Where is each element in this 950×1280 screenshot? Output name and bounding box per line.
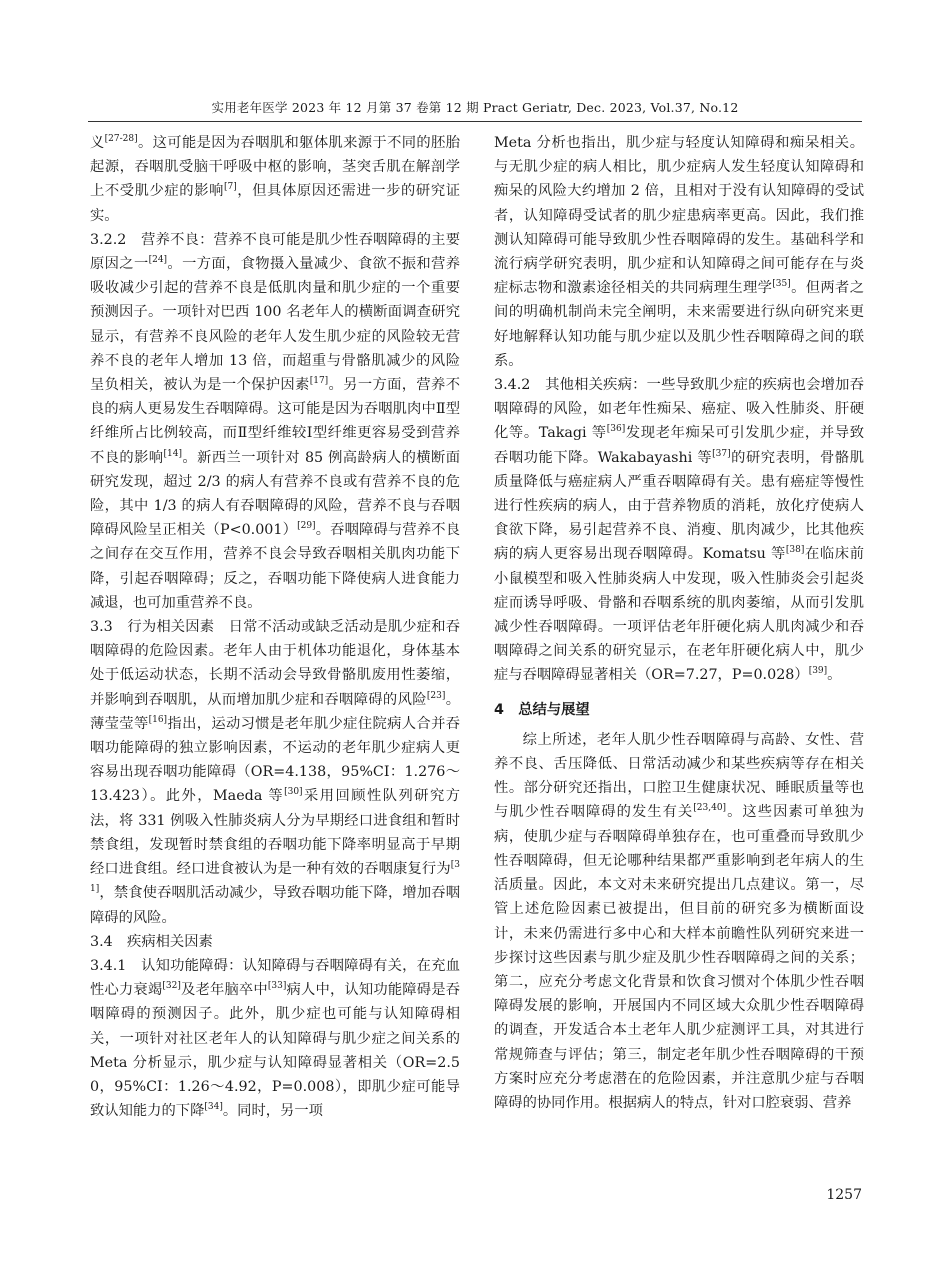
paragraph-summary: 综上所述，老年人肌少性吞咽障碍与高龄、女性、营养不良、舌压降低、日常活动减少和某些疾病等存在相关性。部分研究还指出，口腔卫生健康状况、睡眠质量等也与肌少性吞咽障碍的发生有关[23,40]。这些因素可单独为病，使肌少症与吞咽障碍单独存在，也可重叠而导致肌少性吞咽障碍，但无论哪种结果都严重影响到老年病人的生活质量。因此，本文对未来研究提出几点建议。第一，尽管上述危险因素已被提出，但目前的研究多为横断面设计，未来仍需进行多中心和大样本前瞻性队列研究来进一步探讨这些因素与肌少症及肌少性吞咽障碍之间的关系；第二，应充分考虑文化背景和饮食习惯对个体肌少性吞咽障碍发展的影响，开展国内不同区域大众肌少性吞咽障碍的调查，开发适合本土老年人肌少症测评工具，对其进行常规筛查与评估；第三，制定老年肌少性吞咽障碍的干预方案时应充分考虑潜在的危险因素，并注意肌少症与吞咽障碍的协同作用。根据病人的特点，针对口腔衰弱、营养 bbox=[494, 731, 865, 1111]
paragraph-behavior: 3.3 行为相关因素 日常不活动或缺乏活动是肌少症和吞咽障碍的危险因素。老年人由于机体功能退化，身体基本处于低运动状态，长期不活动会导致骨骼肌废用性萎缩，并影响到吞咽肌，从而增加肌少症和吞咽障碍的风险[23]。薄莹莹等[16]指出，运动习惯是老年肌少症住院病人合并吞咽功能障碍的独立影响因素，不运动的老年肌少症病人更容易出现吞咽功能障碍（OR=4.138，95%CI：1.276～13.423）。此外，Maeda 等[30]采用回顾性队列研究方法，将 331 例吸入性肺炎病人分为早期经口进食组和暂时禁食组，发现暂时禁食组的吞咽功能下降率明显高于早期经口进食组。经口进食被认为是一种有效的吞咽康复行为[31]，禁食使吞咽肌活动减少，导致吞咽功能下降，增加吞咽障碍的风险。 bbox=[90, 619, 461, 926]
paragraph-cognition: 3.4.1 认知功能障碍：认知障碍与吞咽障碍有关，在充血性心力衰竭[32]及老年脑卒中[33]病人中，认知功能障碍是吞咽障碍的预测因子。此外，肌少症也可能与认知障碍相关，一项针对社区老年人的认知障碍与肌少症之间关系的 Meta 分析显示，肌少症与认知障碍显著相关（OR=2.50，95%CI：1.26～4.92，P=0.008），即肌少症可能导致认知能力的下降[34]。同时，另一项 bbox=[90, 957, 461, 1120]
paragraph-nutrition: 3.2.2 营养不良：营养不良可能是肌少性吞咽障碍的主要原因之一[24]。一方面，食物摄入量减少、食欲不振和营养吸收减少引起的营养不良是低肌肉量和肌少症的一个重要预测因子。一项针对巴西 100 名老年人的横断面调查研究显示，有营养不良风险的老年人发生肌少症的风险较无营养不良的老年人增加 13 倍，而超重与骨骼肌减少的风险呈负相关，被认为是一个保护因素[17]。另一方面，营养不良的病人更易发生吞咽障碍。这可能是因为吞咽肌肉中Ⅱ型纤维所占比例较高，而Ⅱ型纤维较Ⅰ型纤维更容易受到营养不良的影响[14]。新西兰一项针对 85 例高龄病人的横断面研究发现，超过 2/3 的病人有营养不良或有营养不良的危险，其中 1/3 的病人有吞咽障碍的风险，营养不良与吞咽障碍风险呈正相关（P<0.001）[29]。吞咽障碍与营养不良之间存在交互作用，营养不良会导致吞咽相关肌肉功能下降，引起吞咽障碍；反之，吞咽功能下降使病人进食能力减退，也可加重营养不良。 bbox=[90, 231, 461, 611]
running-header: 实用老年医学 2023 年 12 月第 37 卷第 12 期 Pract Geriatr, Dec. 2023, Vol.37, No.12 bbox=[211, 100, 739, 115]
left-column bbox=[90, 131, 460, 1123]
subsection-title-disease: 3.4 疾病相关因素 bbox=[90, 933, 213, 950]
paragraph-origin: 义[27-28]。这可能是因为吞咽肌和躯体肌来源于不同的胚胎起源，吞咽肌受脑干呼吸中枢的影响，茎突舌肌在解剖学上不受肌少症的影响[7]，但具体原因还需进一步的研究证实。 bbox=[90, 134, 461, 224]
paragraph-meta-analysis: Meta 分析也指出，肌少症与轻度认知障碍和痴呆相关。与无肌少症的病人相比，肌少症病人发生轻度认知障碍和痴呆的风险大约增加 2 倍，且相对于没有认知障碍的受试者，认知障碍受试者的肌少症患病率更高。因此，我们推测认知障碍可能导致肌少性吞咽障碍的发生。基础科学和流行病学研究表明，肌少症和认知障碍之间可能存在与炎症标志物和激素途径相关的共同病理生理学[35]。但两者之间的明确机制尚未完全阐明，未来需要进行纵向研究来更好地解释认知功能与肌少症以及肌少性吞咽障碍之间的联系。 bbox=[494, 135, 864, 369]
header-rule bbox=[88, 121, 862, 122]
right-column bbox=[494, 131, 864, 1115]
page-number: 1257 bbox=[826, 1187, 862, 1203]
section-title-summary: 4 总结与展望 bbox=[494, 701, 590, 718]
paragraph-other-diseases: 3.4.2 其他相关疾病：一些导致肌少症的疾病也会增加吞咽障碍的风险，如老年性痴呆、癌症、吸入性肺炎、肝硬化等。Takagi 等[36]发现老年痴呆可引发肌少症，并导致吞咽功能下降。Wakabayashi 等[37]的研究表明，骨骼肌质量降低与癌症病人严重吞咽障碍有关。患有癌症等慢性进行性疾病的病人，由于营养物质的消耗，放化疗使病人食欲下降，易引起营养不良、消瘦、肌肉减少，比其他疾病的病人更容易出现吞咽障碍。Komatsu 等[38]在临床前小鼠模型和吸入性肺炎病人中发现，吸入性肺炎会引起炎症而诱导呼吸、骨骼和吞咽系统的肌肉萎缩，从而引发肌减少性吞咽障碍。一项评估老年肝硬化病人肌肉减少和吞咽障碍之间关系的研究显示，在老年肝硬化病人中，肌少症与吞咽障碍显著相关（OR=7.27，P=0.028）[39]。 bbox=[494, 377, 865, 684]
